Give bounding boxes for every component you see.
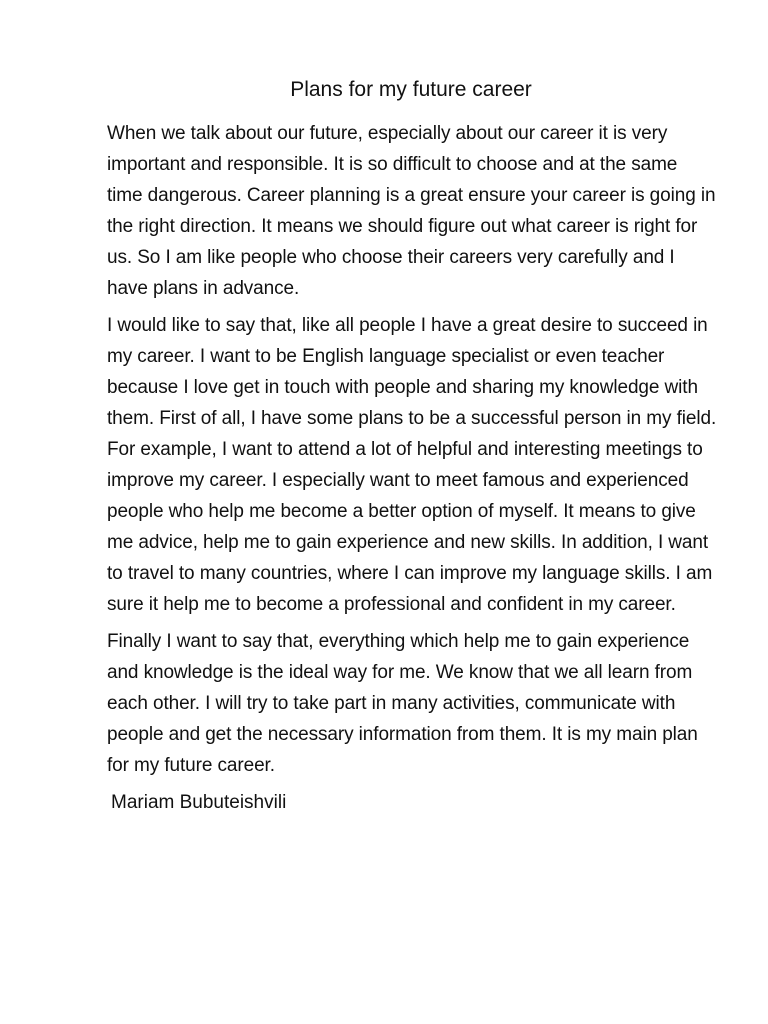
paragraph-conclusion: Finally I want to say that, everything which help me to gain experience and knowledge is the ideal way for me. We know that we all learn from each other. I will try to take part in many activities, communicate with people and get the necessary information from them. It is my main plan for my future career. bbox=[107, 631, 698, 776]
document-body bbox=[107, 118, 717, 818]
paragraph-intro: When we talk about our future, especially about our career it is very important and responsible. It is so difficult to choose and at the same time dangerous. Career planning is a great ensure your career is going in the right direction. It means we should figure out what career is right for us. So I am like people who choose their careers very carefully and I have plans in advance. bbox=[107, 123, 716, 299]
paragraph-plans: I would like to say that, like all people I have a great desire to succeed in my career. I want to be English language specialist or even teacher because I love get in touch with people and sharing my knowledge with them. First of all, I have some plans to be a successful person in my field. For example, I want to attend a lot of helpful and interesting meetings to improve my career. I especially want to meet famous and experienced people who help me become a better option of myself. It means to give me advice, help me to gain experience and new skills. In addition, I want to travel to many countries, where I can improve my language skills. I am sure it help me to become a professional and confident in my career. bbox=[107, 315, 717, 615]
document-title: Plans for my future career bbox=[290, 78, 532, 101]
author-signature: Mariam Bubuteishvili bbox=[111, 792, 287, 813]
